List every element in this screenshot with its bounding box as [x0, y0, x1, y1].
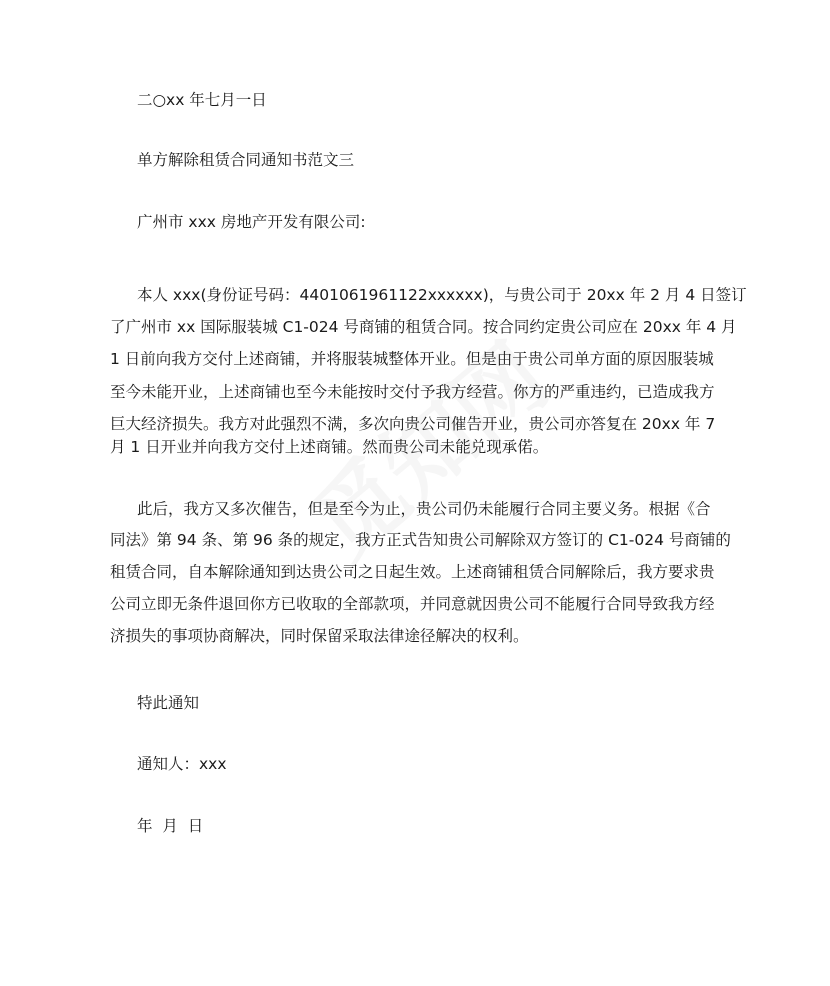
paragraph2-line: 济损失的事项协商解决，同时保留采取法律途径解决的权利。	[110, 627, 529, 645]
paragraph2-line: 同法》第 94 条、第 96 条的规定，我方正式告知贵公司解除双方签订的 C1-024 号商铺的	[110, 531, 731, 549]
paragraph2-line: 公司立即无条件退回你方已收取的全部款项，并同意就因贵公司不能履行合同导致我方经	[110, 595, 715, 613]
recipient: 广州市 xxx 房地产开发有限公司:	[137, 213, 366, 231]
document-date: 二○xx 年七月一日	[137, 91, 267, 109]
paragraph1-line: 1 日前向我方交付上述商铺，并将服装城整体开业。但是由于贵公司单方面的原因服装城	[110, 350, 714, 368]
closing: 特此通知	[137, 694, 200, 712]
notifier: 通知人：xxx	[137, 755, 227, 773]
paragraph1-line: 至今未能开业，上述商铺也至今未能按时交付予我方经营。你方的严重违约，已造成我方	[110, 383, 715, 401]
paragraph2-line: 此后，我方又多次催告，但是至今为止，贵公司仍未能履行合同主要义务。根据《合	[137, 500, 711, 518]
paragraph1-line: 本人 xxx(身份证号码：4401061961122xxxxxx)，与贵公司于 20xx 年 2 月 4 日签订	[137, 286, 747, 304]
document-title: 单方解除租赁合同通知书范文三	[137, 151, 355, 169]
date-blank: 年 月 日	[137, 817, 204, 835]
paragraph1-line: 月 1 日开业并向我方交付上述商铺。然而贵公司未能兑现承偌。	[110, 438, 549, 456]
paragraph1-line: 了广州市 xx 国际服装城 C1-024 号商铺的租赁合同。按合同约定贵公司应在 20xx 年 4 月	[110, 318, 737, 336]
paragraph2-line: 租赁合同，自本解除通知到达贵公司之日起生效。上述商铺租赁合同解除后，我方要求贵	[110, 563, 715, 581]
paragraph1-line: 巨大经济损失。我方对此强烈不满，多次向贵公司催告开业，贵公司亦答复在 20xx 年 7	[110, 415, 716, 433]
